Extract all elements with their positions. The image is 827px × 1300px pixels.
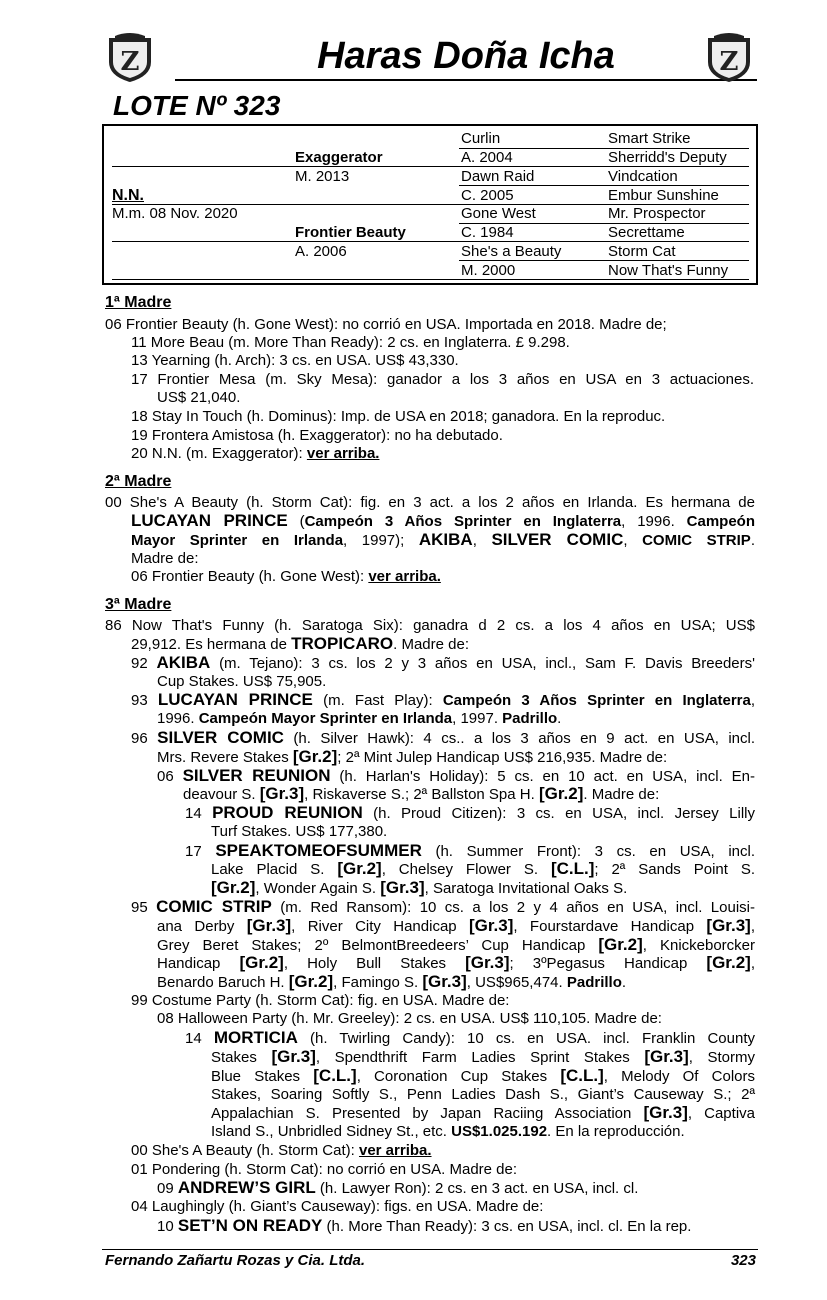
produce-entry-cont	[211, 1123, 685, 1141]
grandparent-info: A. 2004	[461, 149, 513, 166]
grade-badge: [Gr.3]	[643, 1103, 688, 1122]
pedigree-rule	[112, 241, 749, 242]
produce-entry	[157, 1179, 638, 1198]
entry-text: 20 N.N. (m. Exaggerator):	[131, 445, 307, 462]
entry-text: ; 2ª Sands Point S.	[594, 861, 755, 878]
dam-entry: 00 She's A Beauty (h. Storm Cat): fig. en 3 act. a los 2 años en Irlanda. Es hermana de	[105, 494, 755, 511]
great-grandparent: Embur Sunshine	[608, 187, 719, 204]
entry-text: , Melody Of Colors	[603, 1068, 756, 1085]
entry-text: , Stormy	[688, 1049, 755, 1066]
grade-badge: [Gr.3]	[644, 1047, 689, 1066]
produce-entry: 11 More Beau (m. More Than Ready): 2 cs. en Inglaterra. £ 9.298.	[131, 334, 570, 351]
entry-text: (m. Red Ransom): 10 cs. a los 2 y 4 años en USA, incl. Louisi-	[271, 899, 755, 916]
footer-company: Fernando Zañartu Rozas y Cia. Ltda.	[105, 1252, 366, 1269]
entry-text: 93	[131, 692, 158, 709]
entry-text: 29,912. Es hermana de	[131, 636, 292, 653]
entry-text: ana Derby	[157, 918, 247, 935]
entry-text: (h. Proud Citizen): 3 cs. en USA, incl. Jersey Lilly	[362, 805, 755, 822]
page-number: 323	[730, 1252, 756, 1269]
title-text: Mayor Sprinter en Irlanda	[131, 532, 344, 549]
dam-entry-cont	[131, 512, 755, 531]
title-text: Campeón	[686, 513, 755, 530]
entry-text: , River City Handicap	[291, 918, 469, 935]
grade-badge: [Gr.2]	[538, 784, 584, 803]
horse-name: MORTICIA	[213, 1028, 298, 1047]
grandparent-name: She's a Beauty	[461, 243, 562, 260]
dam-entry-cont	[131, 531, 755, 550]
entry-text: Lake Placid S.	[211, 861, 338, 878]
produce-entry-cont	[183, 785, 659, 804]
entry-text: , Saratoga Invitational Oaks S.	[424, 880, 628, 897]
grade-badge: [Gr.2]	[239, 953, 284, 972]
entry-text: Grey Beret Stakes; 2º BelmontBreedeers’ Cup Handicap	[157, 937, 599, 954]
produce-entry	[157, 1217, 691, 1236]
entry-text: , Holy Bull Stakes	[283, 955, 466, 972]
grade-badge: [Gr.3]	[259, 784, 305, 803]
section-heading-first-dam: 1ª Madre	[105, 294, 172, 311]
entry-text: , US$965,474.	[466, 974, 567, 991]
entry-text: , Fourstardave Handicap	[513, 918, 707, 935]
entry-text: Stakes	[211, 1049, 272, 1066]
entry-text: .	[557, 710, 562, 727]
footer-rule	[102, 1249, 758, 1250]
entry-text: (h. Lawyer Ron): 2 cs. en 3 act. en USA, incl. cl.	[315, 1180, 639, 1197]
produce-entry: 17 Frontier Mesa (m. Sky Mesa): ganador a los 3 años en USA en 3 actuaciones.	[131, 371, 754, 388]
section-heading-third-dam: 3ª Madre	[105, 596, 172, 613]
entry-text: ,	[750, 955, 755, 972]
entry-text: Benardo Baruch H.	[157, 974, 289, 991]
produce-entry-cont: Turf Stakes. US$ 177,380.	[211, 823, 388, 840]
pedigree-rule	[459, 223, 749, 224]
grade-badge: [Gr.3]	[271, 1047, 316, 1066]
pedigree-rule	[459, 260, 749, 261]
entry-text: 92	[131, 655, 157, 672]
entry-text: 09	[157, 1180, 178, 1197]
produce-entry	[131, 691, 755, 710]
produce-entry-cont	[211, 860, 755, 879]
entry-text: 14	[185, 1030, 214, 1047]
entry-text: deavour S.	[183, 786, 260, 803]
entry-text: (m. Tejano): 3 cs. los 2 y 3 años en USA, incl., Sam F. Davis Breeders'	[210, 655, 755, 672]
pedigree-table	[102, 124, 758, 285]
logo-left-letter: Z	[120, 47, 140, 77]
entry-text: , Captiva	[687, 1105, 755, 1122]
page-title: Haras Doña Icha	[317, 35, 615, 77]
grade-badge: [Gr.2]	[598, 935, 643, 954]
horse-name: SPEAKTOMEOFSUMMER	[215, 841, 422, 860]
produce-entry-cont	[211, 1104, 755, 1123]
produce-entry	[157, 767, 755, 786]
grade-badge: [Gr.3]	[465, 953, 510, 972]
grade-badge: [Gr.3]	[469, 916, 514, 935]
produce-entry: 19 Frontera Amistosa (h. Exaggerator): no ha debutado.	[131, 427, 503, 444]
title-text: Padrillo	[502, 710, 558, 727]
produce-entry-cont: US$ 21,040.	[157, 389, 241, 406]
produce-entry	[131, 654, 755, 673]
great-grandparent: Mr. Prospector	[608, 205, 706, 222]
ver-arriba-link[interactable]: ver arriba.	[306, 445, 380, 462]
produce-entry	[131, 1142, 432, 1160]
great-grandparent: Secrettame	[608, 224, 685, 241]
entry-text: . Madre de:	[393, 636, 469, 653]
dam-name: Frontier Beauty	[295, 224, 406, 241]
sire-name: Exaggerator	[295, 149, 383, 166]
produce-entry-cont	[157, 917, 755, 936]
great-grandparent: Sherridd's Deputy	[608, 149, 727, 166]
produce-entry: 18 Stay In Touch (h. Dominus): Imp. de USA en 2018; ganadora. En la reproduc.	[131, 408, 666, 425]
produce-entry-cont: Cup Stakes. US$ 75,905.	[157, 673, 327, 690]
grandparent-name: Gone West	[461, 205, 536, 222]
entry-text: 06 Frontier Beauty (h. Gone West):	[131, 568, 369, 585]
entry-text: 1996.	[157, 710, 199, 727]
great-grandparent: Storm Cat	[608, 243, 676, 260]
horse-name: COMIC STRIP	[642, 532, 751, 549]
horse-name: SILVER REUNION	[182, 766, 331, 785]
title-underline	[175, 79, 757, 81]
entry-text: Mrs. Revere Stakes	[157, 749, 293, 766]
entry-text: , Knickeborcker	[642, 937, 756, 954]
grade-badge: [Gr.3]	[706, 916, 751, 935]
sire-info: M. 2013	[295, 168, 350, 185]
entry-text: . Madre de:	[583, 786, 660, 803]
title-text: Campeón Mayor Sprinter en Irlanda	[198, 710, 453, 727]
grade-badge: [C.L.]	[550, 859, 595, 878]
entry-text: ,	[750, 692, 756, 709]
entry-text: , Wonder Again S.	[255, 880, 381, 897]
produce-entry-cont	[211, 1067, 755, 1086]
logo-right-letter: Z	[719, 47, 739, 77]
grade-badge: [C.L.]	[313, 1066, 357, 1085]
entry-text: , Famingo S.	[333, 974, 423, 991]
produce-entry	[185, 842, 755, 861]
entry-text: , Coronation Cup Stakes	[356, 1068, 561, 1085]
great-grandparent: Smart Strike	[608, 130, 691, 147]
produce-entry-cont	[211, 879, 627, 898]
dam-entry-cont	[131, 635, 469, 654]
pedigree-rule	[112, 166, 749, 167]
entry-text: , 1996.	[621, 513, 687, 530]
horse-name: SET’N ON READY	[177, 1216, 323, 1235]
entry-text: , 1997.	[452, 710, 503, 727]
produce-entry-cont	[157, 748, 667, 767]
entry-text: Blue Stakes	[211, 1068, 314, 1085]
pedigree-rule	[459, 148, 749, 149]
ver-arriba-link[interactable]: ver arriba.	[368, 568, 441, 585]
horse-name: TROPICARO	[291, 634, 394, 653]
produce-entry-cont	[157, 710, 561, 728]
entry-text: , Chelsey Flower S.	[381, 861, 551, 878]
produce-entry: 13 Yearning (h. Arch): 3 cs. en USA. US$ 43,330.	[131, 352, 459, 369]
produce-entry	[131, 898, 755, 917]
entry-text: 95	[131, 899, 157, 916]
entry-text: Handicap	[157, 955, 240, 972]
entry-text: , Spendthrift Farm Ladies Sprint Stakes	[315, 1049, 645, 1066]
entry-text: . En la reproducción.	[547, 1123, 685, 1140]
entry-text: .	[750, 532, 755, 549]
title-text: Padrillo	[566, 974, 622, 991]
produce-entry: 04 Laughingly (h. Giant’s Causeway): figs. en USA. Madre de:	[131, 1198, 544, 1215]
great-grandparent: Now That's Funny	[608, 262, 729, 279]
grade-badge: [Gr.2]	[706, 953, 751, 972]
grandparent-info: C. 1984	[461, 224, 514, 241]
produce-entry-cont	[157, 954, 755, 973]
section-heading-second-dam: 2ª Madre	[105, 473, 172, 490]
produce-entry	[131, 568, 441, 586]
entry-text: .	[621, 974, 627, 991]
subject-name: N.N.	[112, 187, 144, 204]
entry-text: 00 She's A Beauty (h. Storm Cat):	[131, 1142, 359, 1159]
logo-left	[105, 32, 155, 84]
produce-entry	[185, 1029, 755, 1048]
great-grandparent: Vindcation	[608, 168, 678, 185]
grade-badge: [Gr.2]	[288, 972, 334, 991]
grade-badge: [Gr.2]	[337, 859, 382, 878]
produce-entry: 01 Pondering (h. Storm Cat): no corrió en USA. Madre de:	[131, 1161, 518, 1178]
pedigree-rule	[112, 279, 749, 280]
entry-text: (	[287, 513, 305, 530]
entry-text: Island S., Unbridled Sidney St., etc.	[211, 1123, 452, 1140]
earnings-text: US$1.025.192	[451, 1123, 548, 1140]
entry-text: ; 2ª Mint Julep Handicap US$ 216,935. Madre de:	[337, 749, 668, 766]
horse-name: ANDREW’S GIRL	[177, 1178, 316, 1197]
horse-name: AKIBA	[418, 530, 473, 549]
entry-text: (h. Silver Hawk): 4 cs.. a los 3 años en 9 act. en USA, incl.	[283, 730, 755, 747]
grade-badge: [Gr.3]	[422, 972, 467, 991]
entry-text: 96	[131, 730, 158, 747]
horse-name: SILVER COMIC	[491, 530, 624, 549]
title-text: Campeón 3 Años Sprinter en Inglaterra	[304, 513, 622, 530]
produce-entry: 99 Costume Party (h. Storm Cat): fig. en USA. Madre de:	[131, 992, 510, 1009]
entry-text: 14	[185, 805, 213, 822]
subject-info: M.m. 08 Nov. 2020	[112, 205, 238, 222]
grandparent-name: Dawn Raid	[461, 168, 535, 185]
grade-badge: [Gr.3]	[380, 878, 425, 897]
entry-text: (h. More Than Ready): 3 cs. en USA, incl. cl. En la rep.	[322, 1218, 692, 1235]
produce-entry	[131, 729, 755, 748]
grandparent-info: C. 2005	[461, 187, 514, 204]
lote-number: LOTE Nº 323	[113, 90, 281, 121]
produce-entry	[131, 445, 379, 463]
entry-text: ; 3ºPegasus Handicap	[509, 955, 707, 972]
entry-text: Appalachian S. Presented by Japan Raciing Association	[211, 1105, 644, 1122]
logo-right	[704, 32, 754, 84]
produce-entry	[185, 804, 755, 823]
entry-text: 17	[185, 843, 216, 860]
pedigree-rule	[112, 204, 749, 205]
grandparent-name: Curlin	[461, 130, 501, 147]
entry-text: (h. Summer Front): 3 cs. en USA, incl.	[421, 843, 755, 860]
grade-badge: [C.L.]	[560, 1066, 604, 1085]
produce-entry-cont	[211, 1048, 755, 1067]
grade-badge: [Gr.3]	[246, 916, 292, 935]
title-text: Campeón 3 Años Sprinter en Inglaterra	[442, 692, 751, 709]
dam-entry: 06 Frontier Beauty (h. Gone West): no corrió en USA. Importada en 2018. Madre de;	[105, 316, 667, 333]
horse-name: AKIBA	[156, 653, 211, 672]
pedigree-rule	[459, 185, 749, 186]
produce-entry-cont: Stakes, Soaring Softly S., Penn Ladies Dash S., Giant’s Causeway S.; 2ª	[211, 1086, 755, 1103]
horse-name: PROUD REUNION	[212, 803, 363, 822]
entry-text: (h. Twirling Candy): 10 cs. en USA. incl. Franklin County	[297, 1030, 755, 1047]
horse-name: SILVER COMIC	[157, 728, 284, 747]
produce-entry-cont	[157, 973, 626, 992]
horse-name: LUCAYAN PRINCE	[131, 511, 288, 530]
entry-text: ,	[623, 532, 643, 549]
dam-entry-cont: Madre de:	[131, 550, 199, 567]
dam-info: A. 2006	[295, 243, 347, 260]
entry-text: (m. Fast Play):	[312, 692, 443, 709]
horse-name: LUCAYAN PRINCE	[157, 690, 313, 709]
grade-badge: [Gr.2]	[292, 747, 338, 766]
entry-text: 06	[157, 768, 183, 785]
entry-text: 10	[157, 1218, 178, 1235]
entry-text: , Riskaverse S.; 2ª Ballston Spa H.	[304, 786, 539, 803]
grandparent-info: M. 2000	[461, 262, 516, 279]
grade-badge: [Gr.2]	[211, 878, 256, 897]
entry-text: (h. Harlan's Holiday): 5 cs. en 10 act. en USA, incl. En-	[330, 768, 755, 785]
produce-entry: 08 Halloween Party (h. Mr. Greeley): 2 cs. en USA. US$ 110,105. Madre de:	[157, 1010, 662, 1027]
entry-text: ,	[472, 532, 492, 549]
horse-name: COMIC STRIP	[156, 897, 272, 916]
entry-text: , 1997);	[343, 532, 419, 549]
ver-arriba-link[interactable]: ver arriba.	[358, 1142, 432, 1159]
dam-entry: 86 Now That's Funny (h. Saratoga Six): ganadra d 2 cs. a los 4 años en USA; US$	[105, 617, 755, 634]
entry-text: ,	[750, 918, 755, 935]
